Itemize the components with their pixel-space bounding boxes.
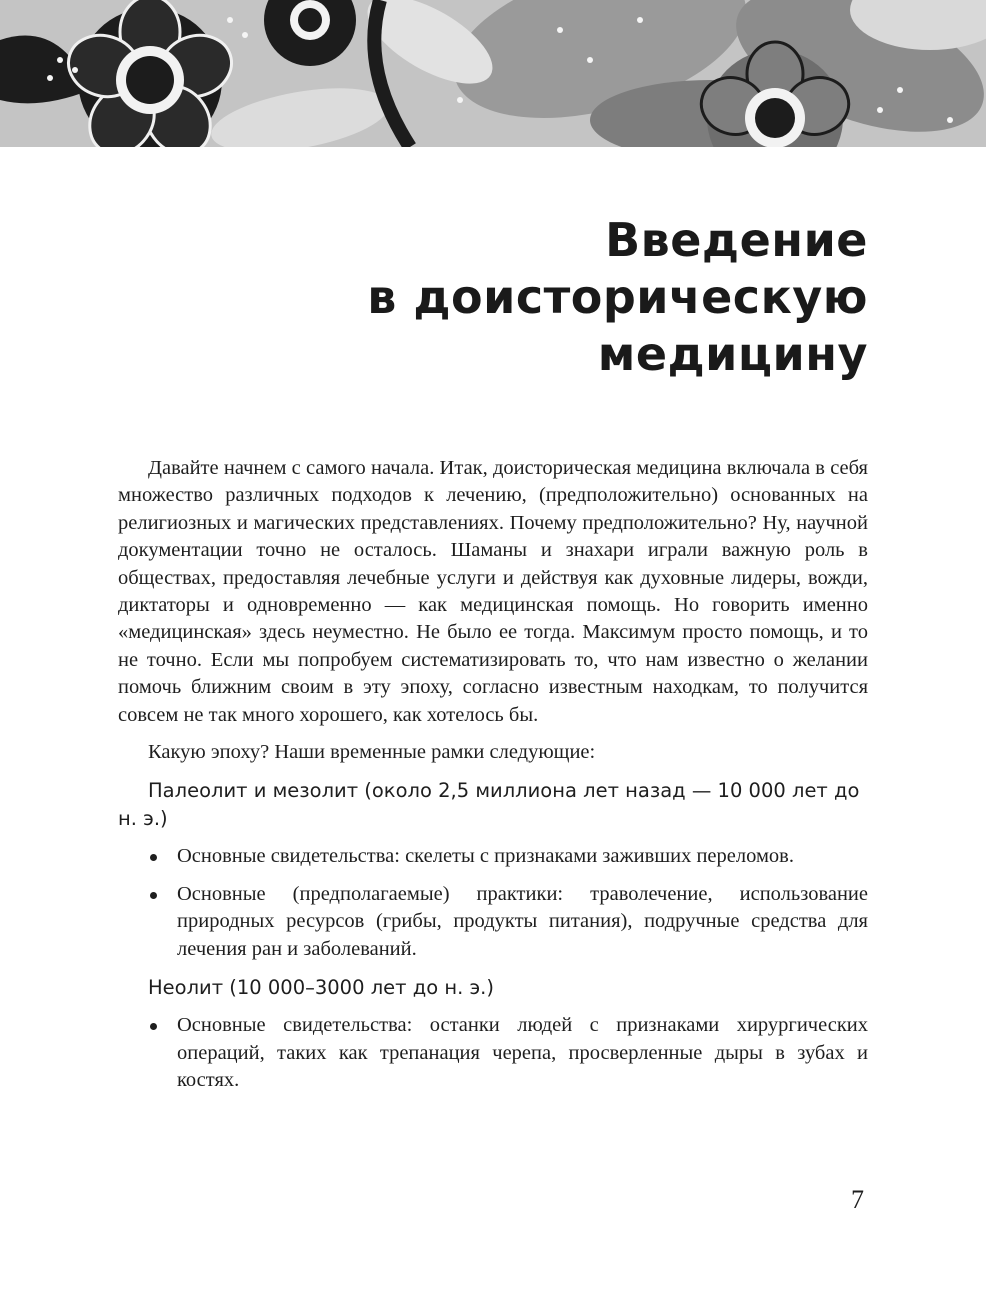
chapter-title-line-2: в доисторическую: [367, 270, 868, 324]
section-heading-paleolithic: Палеолит и мезолит (около 2,5 миллиона лет назад — 10 000 лет до н. э.): [118, 779, 860, 831]
list-item: [118, 1012, 868, 1094]
list-item: [118, 843, 868, 870]
timeframe-paragraph: Какую эпоху? Наши временные рамки следующие:: [148, 741, 596, 764]
list-item: [118, 881, 868, 963]
neolithic-list: [118, 1012, 868, 1094]
chapter-title-line-1: Введение: [605, 213, 868, 267]
chapter-title: [108, 212, 868, 383]
chapter-title-line-3: медицину: [597, 327, 868, 381]
bullet-icon: [150, 1023, 157, 1030]
intro-paragraph: Давайте начнем с самого начала. Итак, доисторическая медицина включала в себя множество различных подходов к лечению, (предположительно) основанных на религиозных и магических представлениях. Почему предположительно? Ну, научной документации точно не осталось. Шаманы и знахари играли важную роль в обществах, предоставляя лечебные услуги и действуя как духовные лидеры, вожди, диктаторы и одновременно — как медицинская помощь. Но говорить именно «медицинская» здесь неуместно. Не было ее тогда. Максимум просто помощь, и то не точно. Если мы попробуем систематизировать то, что нам известно о желании помочь ближним своим в эту эпоху, согласно известным находкам, то получится совсем не так много хорошего, как хотелось бы.: [118, 457, 868, 726]
section-heading-neolithic: Неолит (10 000–3000 лет до н. э.): [148, 976, 494, 1000]
paleolithic-list: [118, 843, 868, 963]
bullet-icon: [150, 892, 157, 899]
floral-ornament-icon: [0, 0, 986, 147]
page-number: 7: [851, 1185, 864, 1214]
body-content: [118, 455, 868, 1104]
list-item-text: Основные свидетельства: скелеты с признаками заживших переломов.: [177, 845, 794, 868]
list-item-text: Основные свидетельства: останки людей с признаками хирургических операций, таких как трепанация черепа, просверленные дыры в зубах и костях.: [177, 1014, 868, 1091]
floral-banner: [0, 0, 986, 147]
bullet-icon: [150, 854, 157, 861]
list-item-text: Основные (предполагаемые) практики: траволечение, использование природных ресурсов (грибы, продукты питания), подручные средства для лечения ран и заболеваний.: [177, 882, 868, 960]
